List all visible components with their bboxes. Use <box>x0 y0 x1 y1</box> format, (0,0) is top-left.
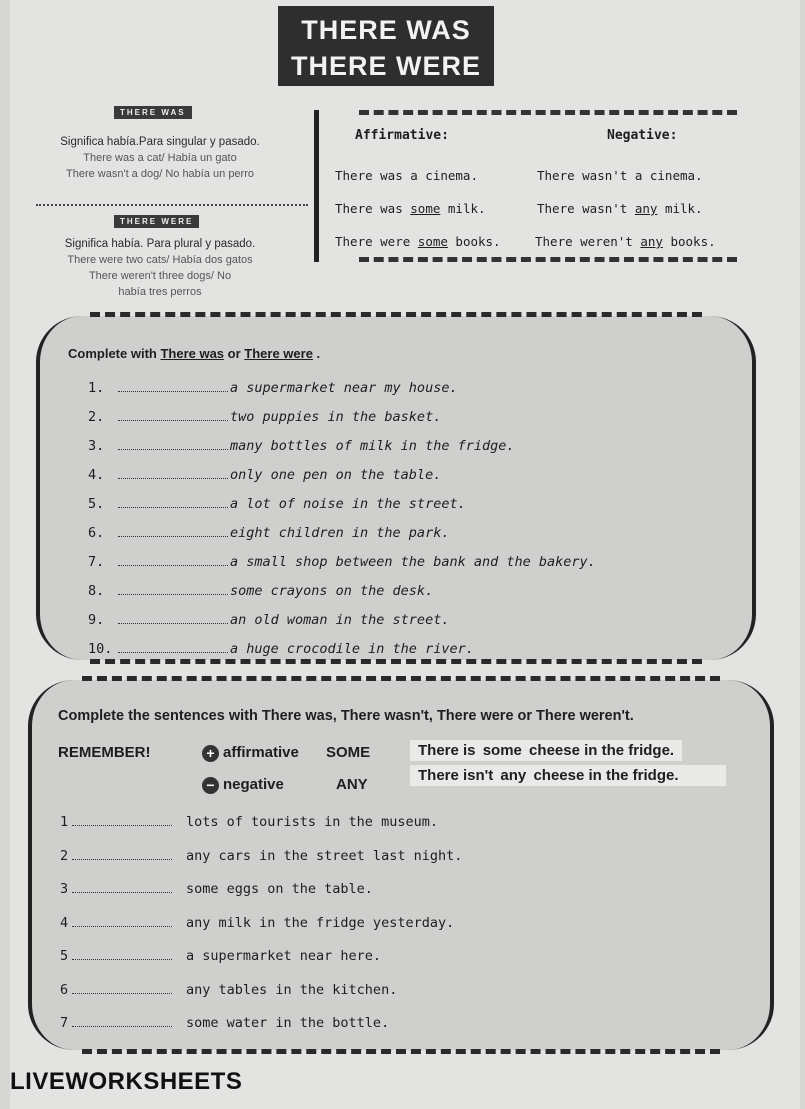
exercise-1-panel <box>36 316 756 660</box>
there-were-meaning: Significa había. Para plural y pasado. <box>64 238 256 250</box>
table-border-bottom <box>359 257 737 262</box>
item-text: some eggs on the table. <box>186 881 373 897</box>
item-number: 6. <box>88 525 105 541</box>
exercise-1-item <box>88 641 474 657</box>
item-number: 2 <box>60 847 69 864</box>
panel-border-top <box>90 312 702 317</box>
answer-blank[interactable] <box>118 565 228 566</box>
item-number: 4 <box>60 914 69 931</box>
exercise-1-item <box>88 467 441 483</box>
exercise-1-item <box>88 525 449 541</box>
exercise-1-item <box>88 438 514 454</box>
answer-blank[interactable] <box>118 594 228 595</box>
there-were-explanation <box>10 236 310 300</box>
answer-blank[interactable] <box>72 959 172 960</box>
item-text: a small shop between the bank and the bakery. <box>230 554 596 570</box>
negative-example-1: There wasn't a cinema. <box>537 168 703 183</box>
exercise-1-item <box>88 554 596 570</box>
plus-icon: + <box>202 745 219 762</box>
item-text: a supermarket near here. <box>186 948 382 964</box>
item-text: only one pen on the table. <box>230 467 442 483</box>
item-number: 3 <box>60 881 69 897</box>
item-number: 7. <box>88 554 105 570</box>
exercise-1-item <box>88 496 466 512</box>
any-label: ANY <box>336 776 368 793</box>
item-text: lots of tourists in the museum. <box>186 814 438 830</box>
answer-blank[interactable] <box>72 825 172 826</box>
there-were-tag: THERE WERE <box>114 215 199 228</box>
divider <box>36 204 308 206</box>
exercise-1-item <box>88 612 449 628</box>
some-example: There is some cheese in the fridge. <box>410 740 682 761</box>
item-number: 2. <box>88 409 105 425</box>
title-line-1: THERE WAS <box>301 15 471 45</box>
minus-icon: − <box>202 777 219 794</box>
panel-border-top <box>82 676 720 681</box>
exercise-2-instruction: Complete the sentences with There was, There wasn't, There were or There weren't. <box>58 708 634 724</box>
affirmative-rule: + affirmative <box>202 744 299 762</box>
answer-blank[interactable] <box>72 892 172 893</box>
some-label: SOME <box>326 744 371 761</box>
there-was-tag: THERE WAS <box>114 106 192 119</box>
exercise-2-item <box>60 881 373 897</box>
item-number: 1 <box>60 814 69 830</box>
exercise-1-item <box>88 409 441 425</box>
answer-blank[interactable] <box>118 478 228 479</box>
item-text: many bottles of milk in the fridge. <box>230 438 515 454</box>
there-was-meaning: Significa había.Para singular y pasado. <box>60 136 260 148</box>
answer-blank[interactable] <box>118 623 228 624</box>
negative-header: Negative: <box>607 128 678 143</box>
item-number: 3. <box>88 438 105 454</box>
exercise-2-item <box>60 1015 389 1031</box>
item-text: any cars in the street last night. <box>186 847 463 864</box>
exercise-1-item <box>88 380 458 396</box>
item-number: 7 <box>60 1015 69 1031</box>
worksheet <box>10 0 800 1109</box>
negative-rule: − negative <box>202 776 284 794</box>
exercise-2-item <box>60 814 438 830</box>
answer-blank[interactable] <box>118 420 228 421</box>
there-was-example-2: There wasn't a dog/ No había un perro <box>66 168 254 180</box>
answer-blank[interactable] <box>118 449 228 450</box>
there-were-example-3: había tres perros <box>118 286 202 298</box>
there-was-explanation <box>10 134 310 182</box>
item-text: some crayons on the desk. <box>230 583 434 599</box>
affirmative-example-1: There was a cinema. <box>335 168 478 183</box>
any-example: There isn't any cheese in the fridge. <box>410 765 726 786</box>
answer-blank[interactable] <box>72 993 172 994</box>
exercise-2-item <box>60 982 397 998</box>
item-number: 4. <box>88 467 105 483</box>
item-text: some water in the bottle. <box>186 1015 390 1031</box>
answer-blank[interactable] <box>72 926 172 927</box>
answer-blank[interactable] <box>118 652 228 653</box>
negative-example-2: There wasn't any milk. <box>537 201 703 216</box>
affirmative-example-2: There was some milk. <box>335 201 486 216</box>
item-number: 9. <box>88 612 105 628</box>
exercise-2-item <box>60 948 381 964</box>
item-number: 5 <box>60 948 69 964</box>
title-banner <box>278 6 494 86</box>
exercise-2-item <box>60 848 462 864</box>
affirmative-header: Affirmative: <box>355 128 449 143</box>
negative-example-3: There weren't any books. <box>535 234 716 249</box>
there-were-example-2: There weren't three dogs/ No <box>88 270 232 282</box>
item-number: 1. <box>88 380 105 396</box>
item-text: any milk in the fridge yesterday. <box>186 914 455 931</box>
exercise-1-item <box>88 583 433 599</box>
liveworksheets-logo: LIVEWORKSHEETS <box>10 1068 243 1095</box>
answer-blank[interactable] <box>72 1026 172 1027</box>
table-border-top <box>359 110 737 115</box>
grammar-table <box>314 110 737 262</box>
title-line-2: THERE WERE <box>290 51 481 81</box>
affirmative-example-3: There were some books. <box>335 234 501 249</box>
item-text: a lot of noise in the street. <box>230 496 466 512</box>
item-text: a supermarket near my house. <box>230 380 458 396</box>
item-number: 5. <box>88 496 105 512</box>
item-text: any tables in the kitchen. <box>186 981 398 998</box>
answer-blank[interactable] <box>118 391 228 392</box>
answer-blank[interactable] <box>118 507 228 508</box>
panel-border-bottom <box>82 1049 720 1054</box>
item-text: a huge crocodile in the river. <box>230 641 474 657</box>
remember-label: REMEMBER! <box>58 744 151 761</box>
exercise-1-instruction: Complete with There was or There were . <box>68 346 321 361</box>
panel-border-bottom <box>90 659 702 664</box>
answer-blank[interactable] <box>72 859 172 860</box>
answer-blank[interactable] <box>118 536 228 537</box>
item-number: 6 <box>60 981 69 998</box>
item-text: eight children in the park. <box>230 525 450 541</box>
item-text: two puppies in the basket. <box>230 409 442 425</box>
item-number: 8. <box>88 583 105 599</box>
exercise-2-item <box>60 915 454 931</box>
there-were-example-1: There were two cats/ Había dos gatos <box>67 254 253 266</box>
item-number: 10. <box>88 641 113 657</box>
there-was-example-1: There was a cat/ Había un gato <box>83 152 237 164</box>
item-text: an old woman in the street. <box>230 612 450 628</box>
